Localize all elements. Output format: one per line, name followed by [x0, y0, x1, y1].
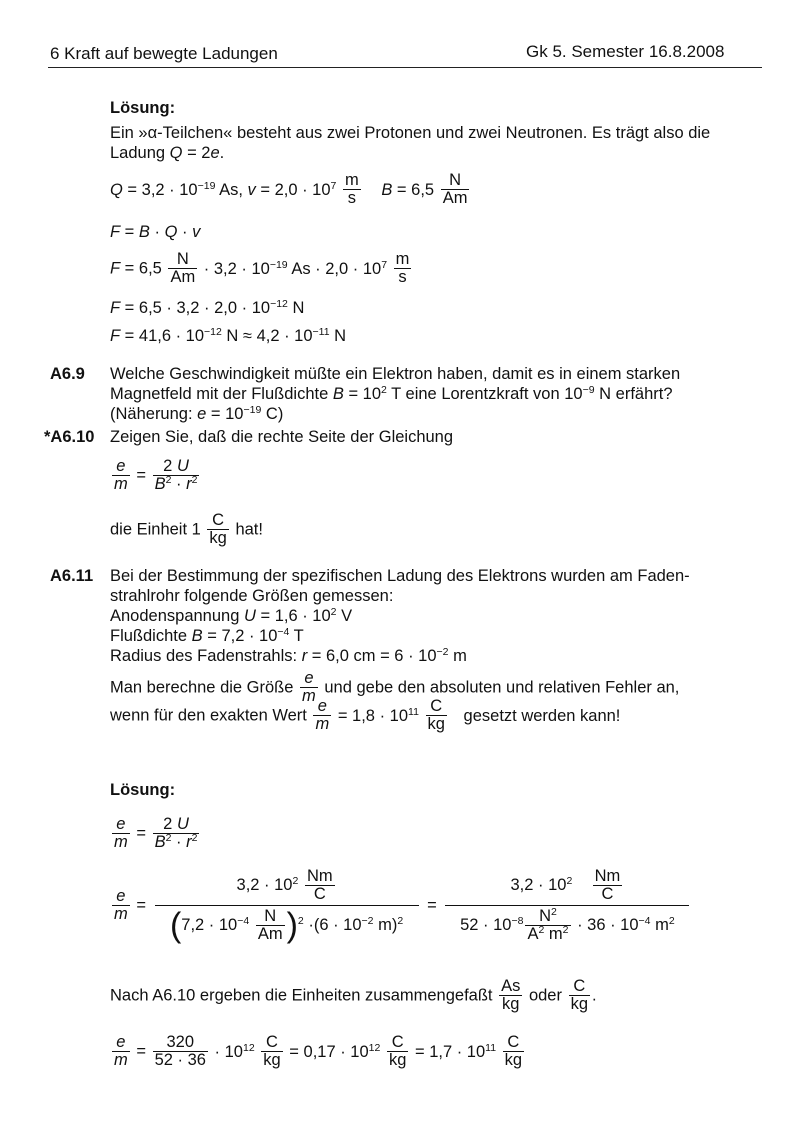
task-a6-11-line6: Man berechne die Größe $\frac{e}{m}$ und gebe den absoluten und relativen Fehler an, [110, 669, 680, 705]
task-a6-9-line1: Welche Geschwindigkeit müßte ein Elektron haben, damit es in einem starken [110, 365, 681, 383]
task-a6-11-line1: Bei der Bestimmung der spezifischen Ladung des Elektrons wurden am Faden- [110, 567, 690, 585]
task-a6-11-line2: strahlrohr folgende Größen gemessen: [110, 587, 394, 605]
task-a6-11-line3: Anodenspannung $U = 1,6 \cdot 10^2$ V [110, 606, 353, 625]
chapter-title: 6 Kraft auf bewegte Ladungen [50, 44, 278, 63]
task-a6-11-line5: Radius des Fadenstrahls: r = 6,0 cm = $6 \cdot 10^{-2}$ m [110, 646, 467, 665]
solution2-heading: Lösung: [110, 781, 176, 799]
task-a6-9-label: A6.9 [50, 365, 85, 383]
solution2-eq1: $\frac{e}{m}$ = $\frac{2 U}{B^2 \cdot r^2}$ [114, 815, 198, 851]
task-a6-10-formula: $\frac{e}{m}$ = $\frac{2 U}{B^2 \cdot r^2}$ [114, 457, 198, 493]
task-a6-9-line2: Magnetfeld mit der Flußdichte $B = 10^2$ T eine Lorentzkraft von $10^{-9}$ N erfährt? [110, 384, 673, 403]
solution1-line1: Ein »α-Teilchen« besteht aus zwei Protonen und zwei Neutronen. Es trägt also die [110, 124, 711, 142]
solution-heading: Lösung: [110, 99, 176, 117]
task-a6-11-line4: Flußdichte $B = 7,2 \cdot 10^{-4}$ T [110, 626, 304, 645]
solution1-eq1: F = B · Q · v [110, 223, 201, 241]
task-a6-10-line1: Zeigen Sie, daß die rechte Seite der Gleichung [110, 428, 454, 446]
solution1-eq4: $F = 41,6 \cdot 10^{-12}$ $N \approx 4,2 \cdot 10^{-11}$ N [110, 326, 347, 345]
task-a6-10-label: *A6.10 [44, 428, 95, 446]
header-rule [48, 67, 762, 68]
solution1-eq3: $F = 6,5 \cdot 3,2 \cdot 2,0 \cdot 10^{-12}$ N [110, 298, 305, 317]
solution1-line2: Ladung Q = 2e. [110, 144, 225, 162]
solution1-eq2: F = 6,5 $\frac{N}{Am}$ · $3,2 \cdot 10^{-19}$ $As \cdot 2,0 \cdot 10^7$ $\frac{m}{s}$ [110, 250, 410, 286]
solution2-eq2: $\frac{e}{m}$ = $3,2 \cdot 10^2$ $\frac{Nm}{C}$ ($7,2 \cdot 10^{-4}$ $\frac{N}{Am}$ )$^2 \cdot(6 \cdot 10^{-2}$ m)$^2$ = $3,2 \cdot 10^2$ $\frac{Nm}{C}$ $52 \cdot 10^{-8}$ $\frac{N^2}{A^2 m^2}$ · $36 \cdot 10^{-4}$ $m^2$ [110, 868, 693, 943]
task-a6-11-label: A6.11 [50, 567, 94, 585]
task-a6-9-line3: (Näherung: $e = 10^{-19}$ C) [110, 404, 284, 423]
task-a6-10-unit-line: die Einheit 1 $\frac{C}{kg}$ hat! [110, 511, 263, 547]
course-date: Gk 5. Semester 16.8.2008 [526, 42, 725, 61]
solution2-note: Nach A6.10 ergeben die Einheiten zusammengefaßt $\frac{As}{kg}$ oder $\frac{C}{kg}$ . [110, 977, 597, 1013]
solution2-eq3: $\frac{e}{m}$ = $\frac{320}{52 \cdot 36}$ · $10^{12}$ $\frac{C}{kg}$ = $0,17 \cdot 10^{12}$ $\frac{C}{kg}$ = $1,7 \cdot 10^{11}$ $\frac{C}{kg}$ [114, 1033, 523, 1069]
task-a6-11-line7: wenn für den exakten Wert $\frac{e}{m}$ = $1,8 \cdot 10^{11}$ $\frac{C}{kg}$ gesetzt werden kann! [110, 697, 621, 733]
solution1-given: $Q = 3,2 \cdot 10^{-19}$ As, $v = 2,0 \cdot 10^7$ $\frac{m}{s}$ B = 6,5 $\frac{N}{Am}$ [110, 171, 468, 207]
